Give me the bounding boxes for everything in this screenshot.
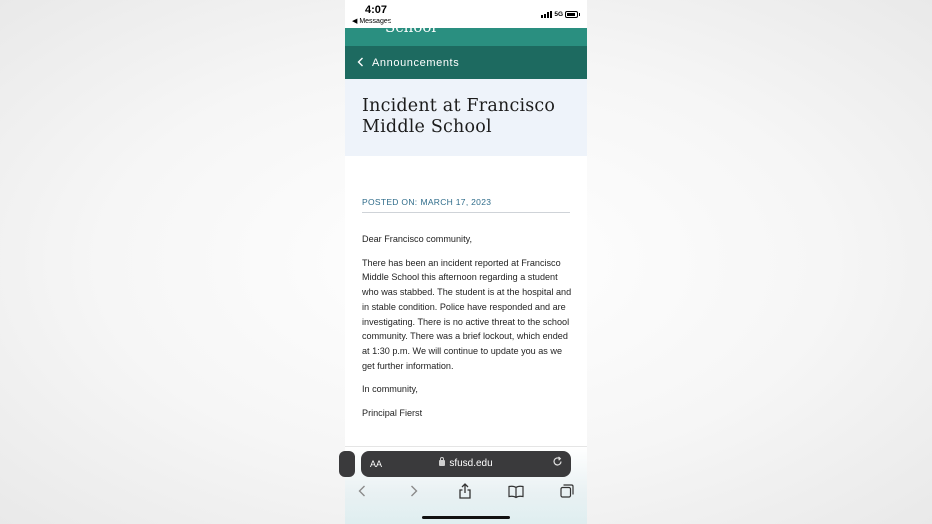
announcements-link[interactable]: Announcements (372, 56, 460, 69)
battery-icon (565, 11, 578, 18)
status-bar (345, 0, 587, 28)
cellular-signal-icon (541, 11, 552, 18)
previous-tab-peek[interactable] (339, 451, 355, 477)
title-band (345, 79, 587, 156)
tabs-icon[interactable] (557, 481, 577, 501)
divider (362, 212, 570, 213)
page-title: Incident at Francisco Middle School (362, 96, 556, 137)
site-header-text: School (385, 18, 437, 36)
article-paragraph: There has been an incident reported at Francisco Middle School this afternoon regarding a student who was stabbed. The student is at the hospital and in stable condition. Police have responded and are investigating. There is no active threat to the school community. There was a brief lockout, which ended at 1:30 p.m. We will continue to update you as we get further information. (362, 257, 572, 371)
back-icon[interactable] (352, 481, 372, 501)
article-body (362, 232, 572, 430)
address-bar[interactable] (361, 451, 571, 477)
status-indicators (541, 9, 578, 19)
closing: In community, (362, 384, 418, 395)
network-type: 5G (554, 10, 563, 18)
url-text: sfusd.edu (449, 458, 493, 469)
text-size-label: AA (370, 459, 383, 469)
phone-screen (345, 0, 587, 524)
greeting: Dear Francisco community, (362, 234, 472, 244)
chevron-left-icon (357, 56, 364, 70)
forward-icon[interactable] (404, 481, 424, 501)
bookmarks-icon[interactable] (506, 481, 526, 501)
url-display[interactable] (361, 458, 571, 469)
home-indicator (422, 516, 510, 519)
posted-on (362, 197, 491, 207)
browser-toolbar (345, 481, 587, 503)
announcements-nav[interactable] (345, 46, 587, 79)
signature: Principal Fierst (362, 408, 423, 419)
lock-icon (439, 460, 445, 466)
back-to-messages[interactable]: ◀ Messages (352, 18, 392, 25)
reload-icon[interactable] (552, 456, 563, 470)
posted-date: MARCH 17, 2023 (420, 197, 492, 207)
posted-label: POSTED ON: (362, 197, 418, 207)
status-time: 4:07 (365, 4, 388, 16)
share-icon[interactable] (455, 481, 475, 501)
